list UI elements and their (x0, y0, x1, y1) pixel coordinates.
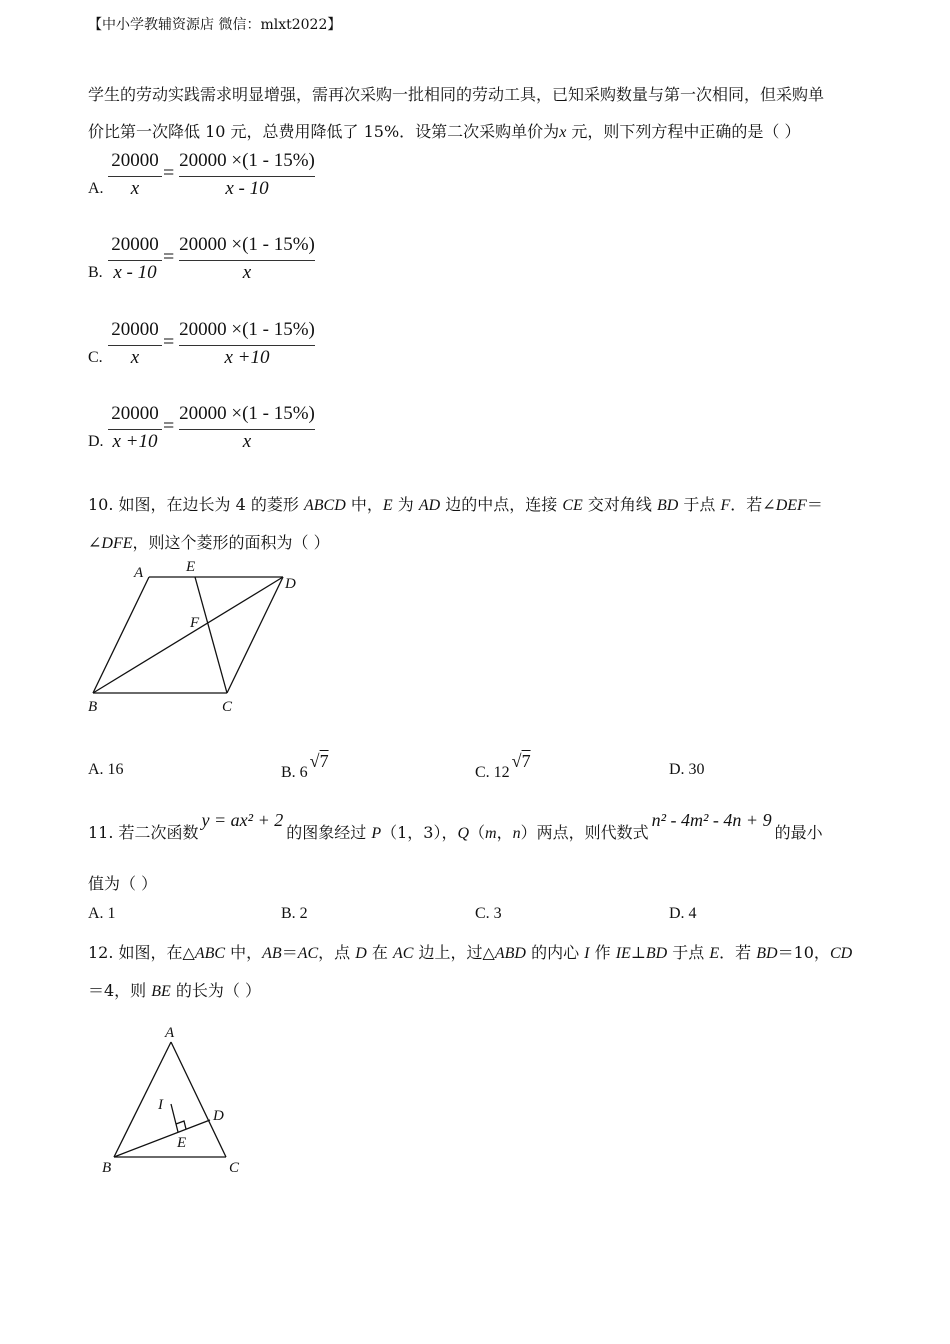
fraction-bar (179, 429, 315, 430)
q11-var: n (512, 825, 521, 842)
q12-stem-line1 (88, 940, 852, 963)
label-A: A (165, 1025, 175, 1041)
numerator: 20000 ×(1 - 15%) (179, 403, 315, 424)
denominator: x (130, 178, 140, 199)
q10-var: E (382, 497, 393, 514)
left-fraction (108, 150, 162, 202)
q12-text: 在 (366, 943, 394, 962)
q12-var: BE (151, 983, 171, 1000)
q10-var: CE (562, 497, 583, 514)
numerator: 20000 (111, 234, 159, 255)
option-label: C. (88, 349, 103, 366)
q10-stem-line2 (88, 530, 330, 553)
q11-function: y = ax² + 2 (201, 810, 284, 830)
q10-var: DEF (775, 497, 807, 514)
q12-text: ＝ (281, 943, 298, 962)
q12-text: 于点 (667, 943, 710, 962)
q12-stem-line2 (88, 978, 261, 1001)
segment-bd (114, 1120, 210, 1157)
q10-text: 交对角线 (582, 495, 657, 514)
q10-text: 为 (392, 495, 419, 514)
q11-stem-line2: 值为（ ） (88, 874, 158, 893)
equals-sign: = (163, 415, 175, 437)
q11-text: 的图象经过 (286, 823, 372, 842)
label-D: D (213, 1108, 224, 1124)
left-fraction (108, 403, 162, 455)
q12-var: AC (393, 945, 414, 962)
q12-text: ⊥ (630, 943, 646, 962)
q9-stem-line1: 学生的劳动实践需求明显增强，需再次采购一批相同的劳动工具，已知采购数量与第一次相同，但采购单 (88, 85, 825, 104)
label-E: E (186, 559, 196, 575)
q12-text: ．若 (719, 943, 757, 962)
q11-text: （1，3）， (381, 823, 458, 842)
radicand: 7 (521, 751, 531, 771)
numerator: 20000 (111, 150, 159, 171)
q10-var: DFE (101, 535, 133, 552)
q10-option-d: D. 30 (669, 761, 705, 778)
q9-stem-line2-a: 价比第一次降低 10 元，总费用降低了 15%．设第二次采购单价为 (88, 122, 560, 141)
denominator: x - 10 (113, 262, 157, 283)
sqrt-7: √7 (511, 751, 531, 771)
q10-var: F (720, 497, 731, 514)
q11-text: （ (469, 823, 486, 842)
q12-var: E (709, 945, 720, 962)
segment-ce (195, 577, 227, 693)
option-label: A. (88, 180, 104, 197)
q11-stem-line1 (88, 810, 823, 842)
q12-var: IE (615, 945, 631, 962)
q11-option-c: C. 3 (475, 905, 502, 922)
q9-stem-line2-b: 元，则下列方程中正确的是（ ） (566, 122, 801, 141)
denominator: x - 10 (225, 178, 269, 199)
q12-var: AC (297, 945, 319, 962)
q11-text: ）两点，则代数式 (520, 823, 649, 842)
denominator: x (130, 347, 140, 368)
equals-sign: = (163, 246, 175, 268)
q10-text: ．若∠ (730, 495, 776, 514)
q10-text: ∠ (88, 533, 102, 552)
right-fraction (179, 403, 315, 455)
option-label: D. (88, 433, 104, 450)
triangle-figure (95, 1020, 265, 1185)
q11-expression: n² - 4m² - 4n + 9 (651, 810, 772, 830)
q10-text: ＝ (806, 495, 823, 514)
q10-stem-line1 (88, 492, 823, 515)
left-fraction (108, 234, 162, 286)
label-F: F (190, 615, 200, 631)
sqrt-7: √7 (309, 751, 329, 771)
label-I: I (158, 1097, 163, 1113)
numerator: 20000 ×(1 - 15%) (179, 150, 315, 171)
fraction-bar (179, 345, 315, 346)
q10-text: 于点 (678, 495, 721, 514)
rhombus-figure (80, 555, 320, 725)
fraction-bar (108, 345, 162, 346)
equals-sign: = (163, 331, 175, 353)
q11-var: m (485, 825, 497, 842)
q11-option-b: B. 2 (281, 905, 308, 922)
label-B: B (88, 699, 98, 715)
page-header: 【中小学教辅资源店 微信：mlxt2022】 (88, 17, 342, 33)
label-B: B (102, 1160, 112, 1176)
q12-text: 中， (225, 943, 263, 962)
q11-option-a: A. 1 (88, 905, 116, 922)
label-A: A (134, 565, 144, 581)
q11-mid (286, 823, 648, 842)
numerator: 20000 ×(1 - 15%) (179, 234, 315, 255)
q12-var: AB (262, 945, 282, 962)
left-fraction (108, 319, 162, 371)
right-fraction (179, 234, 315, 286)
numerator: 20000 ×(1 - 15%) (179, 319, 315, 340)
segment-ie (171, 1104, 178, 1132)
q12-text: 12. 如图，在△ (88, 943, 195, 962)
numerator: 20000 (111, 403, 159, 424)
q12-var: CD (829, 945, 853, 962)
fraction-bar (179, 176, 315, 177)
fraction-bar (108, 429, 162, 430)
q9-var-x: x (559, 124, 567, 141)
q12-text: 的内心 (525, 943, 585, 962)
denominator: x +10 (224, 347, 270, 368)
equals-sign: = (163, 162, 175, 184)
q10-option-c-text: C. 12 (475, 764, 510, 781)
q10-text: 10. 如图，在边长为 4 的菱形 (88, 495, 304, 514)
q11-var: Q (457, 825, 470, 842)
q10-option-b-text: B. 6 (281, 764, 308, 781)
option-label: B. (88, 264, 103, 281)
right-fraction (179, 319, 315, 371)
label-E: E (177, 1135, 187, 1151)
q11-text: 11. 若二次函数 (88, 823, 199, 842)
q10-option-b (281, 751, 329, 782)
label-C: C (229, 1160, 240, 1176)
q12-var: BD (645, 945, 668, 962)
q12-text: 边上，过△ (413, 943, 495, 962)
denominator: x +10 (112, 431, 158, 452)
label-D: D (285, 576, 296, 592)
right-fraction (179, 150, 315, 202)
q12-var: ABD (494, 945, 526, 962)
radicand: 7 (319, 751, 329, 771)
q11-text: ， (496, 823, 513, 842)
q11-option-d: D. 4 (669, 905, 697, 922)
q9-stem-line2 (88, 119, 800, 142)
q11-var: P (371, 825, 382, 842)
q12-text: ＝4，则 (88, 981, 152, 1000)
denominator: x (242, 262, 252, 283)
q12-var: BD (756, 945, 778, 962)
q12-text: 作 (589, 943, 616, 962)
q12-text: ＝10， (777, 943, 830, 962)
fraction-bar (179, 260, 315, 261)
q10-option-c (475, 751, 531, 782)
fraction-bar (108, 176, 162, 177)
q10-text: 中， (345, 495, 383, 514)
q12-var: I (584, 945, 590, 962)
q12-text: ，点 (318, 943, 356, 962)
q10-text: ，则这个菱形的面积为（ ） (132, 533, 330, 552)
q10-option-a: A. 16 (88, 761, 124, 778)
q10-var: BD (656, 497, 679, 514)
q12-text: 的长为（ ） (170, 981, 262, 1000)
q10-var: AD (418, 497, 441, 514)
numerator: 20000 (111, 319, 159, 340)
q11-text: 的最小 (774, 823, 823, 842)
q10-text: 边的中点，连接 (440, 495, 563, 514)
q10-var: ABCD (303, 497, 346, 514)
label-C: C (222, 699, 233, 715)
q12-var: D (355, 945, 367, 962)
fraction-bar (108, 260, 162, 261)
q12-var: ABC (194, 945, 226, 962)
denominator: x (242, 431, 252, 452)
